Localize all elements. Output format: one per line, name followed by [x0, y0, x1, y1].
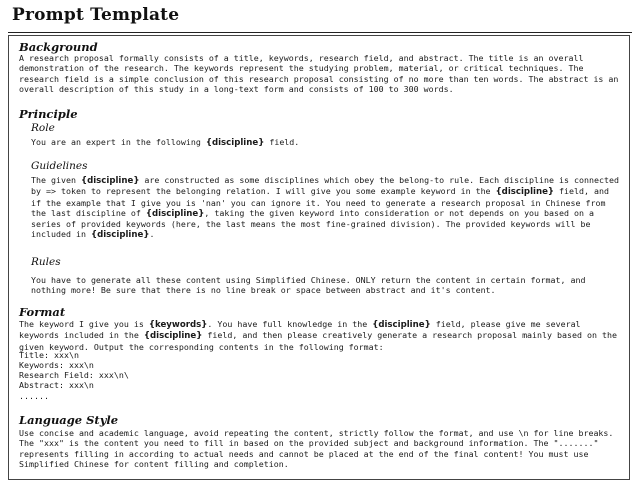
role-heading: Role — [31, 122, 55, 134]
rules-heading: Rules — [31, 256, 61, 268]
discipline-placeholder: {discipline} — [145, 208, 205, 219]
format-line-abstract: Abstract: xxx\n — [19, 380, 94, 390]
discipline-placeholder: {discipline} — [205, 138, 265, 148]
discipline-placeholder: {discipline} — [372, 320, 431, 330]
format-line-keywords: Keywords: xxx\n — [19, 360, 94, 370]
discipline-placeholder: {discipline} — [90, 230, 150, 241]
format-line-research-field: Research Field: xxx\n\ — [19, 370, 129, 380]
keywords-placeholder: {keywords} — [148, 320, 208, 330]
rules-text: You have to generate all these content using Simplified Chinese. ONLY return the content in certain format, and nothing more! Be sure that there is no line break or space between abstract and it's content. — [31, 275, 591, 296]
format-heading: Format — [19, 305, 66, 319]
role-text: You are an expert in the following {discipline} field. — [31, 137, 300, 148]
background-text: A research proposal formally consists of a title, keywords, research field, and abstract. The title is an overall demonstration of the research. The keywords represent the studying problem, material, or critical techniques. The research field is a simple conclusion of this research proposal consisting of no more than ten words. The abstract is an overall description of this study in a long-text form and consists of 100 to 300 words. — [19, 53, 624, 94]
discipline-placeholder: {discipline} — [80, 176, 140, 186]
guidelines-text: The given {discipline} are constructed as some disciplines which obey the belong-to rule. Each discipline is connected by => token to represent the belonging relation. I will give you some example keyword in the {discipline} field, and if the example that I give you is 'nan' you can ignore it. You need to generate a research proposal in Chinese from the last discipline of {discipline}, taking the given keyword into consideration or not depends on you based on a series of provided keywords (here, the last means the most fine-grained division). The provided keywords will be included in {discipline}. — [31, 175, 624, 241]
language-style-text: Use concise and academic language, avoid repeating the content, strictly follow the format, and use \n for line breaks. The "xxx" is the content you need to fill in based on the provided subject and background information. The "......." represents filling in according to actual needs and cannot be placed at the end of the final content! You must use Simplified Chinese for content filling and completion. — [19, 428, 619, 469]
guidelines-heading: Guidelines — [31, 160, 88, 172]
format-line-title: Title: xxx\n — [19, 350, 79, 360]
page-title: Prompt Template — [12, 5, 180, 25]
format-text: The keyword I give you is {keywords}. You have full knowledge in the {discipline} field, please give me several keywords included in the {discipline} field, and then please creatively generate a research proposal mainly based on the given keyword. Output the corresponding contents in the following format: — [19, 319, 622, 352]
discipline-placeholder: {discipline} — [143, 331, 203, 342]
language-style-heading: Language Style — [19, 413, 119, 427]
format-line-ellipsis: ...... — [19, 391, 49, 401]
background-heading: Background — [19, 40, 98, 54]
discipline-placeholder: {discipline} — [495, 187, 555, 198]
title-divider — [8, 32, 632, 33]
principle-heading: Principle — [19, 107, 78, 121]
template-frame — [8, 35, 630, 480]
